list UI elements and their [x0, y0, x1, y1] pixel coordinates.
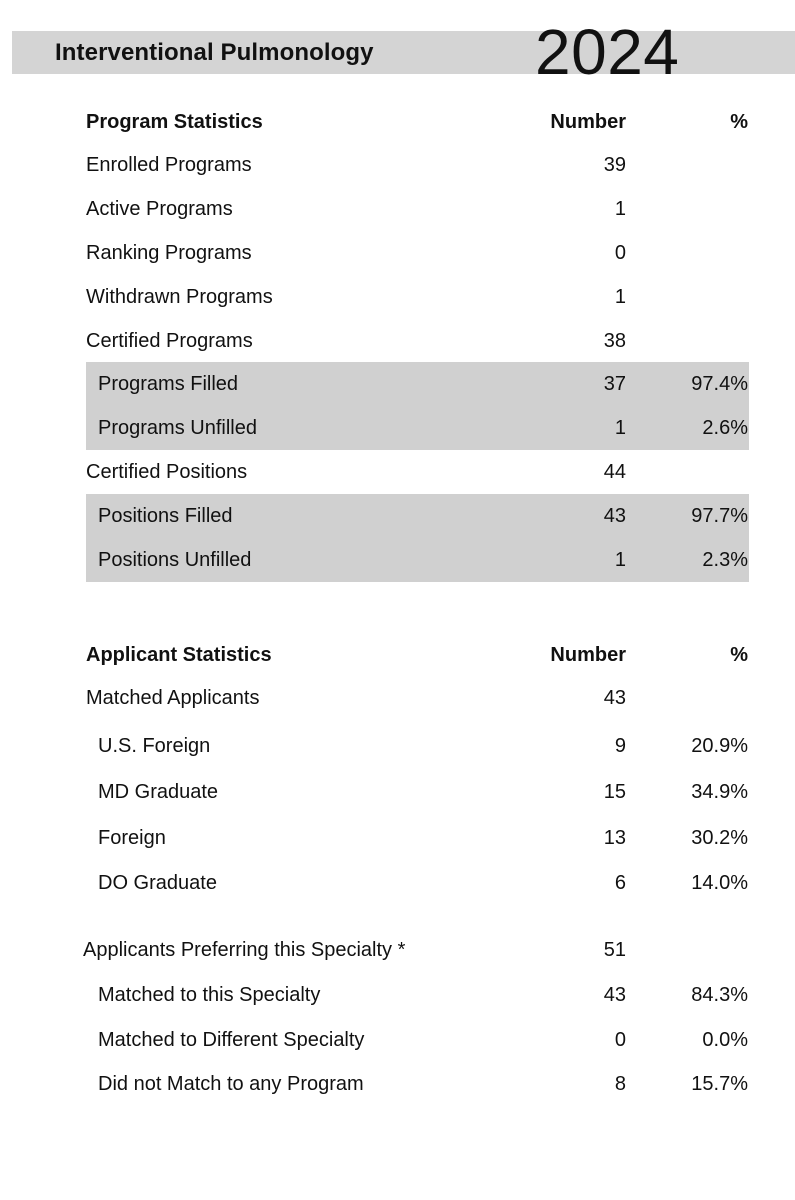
row-percent: 2.3%	[702, 549, 748, 571]
table-row	[86, 231, 749, 275]
table-row	[86, 1018, 749, 1062]
table-row	[86, 724, 749, 768]
page-title: Interventional Pulmonology	[55, 39, 374, 66]
row-number: 15	[603, 781, 626, 803]
row-number: 0	[614, 1029, 626, 1051]
row-percent: 97.4%	[691, 373, 748, 395]
table-row	[86, 861, 749, 905]
table-row-shaded	[86, 538, 749, 582]
table-row-shaded	[86, 494, 749, 538]
row-percent: 0.0%	[702, 1029, 748, 1051]
row-label: Certified Positions	[86, 461, 248, 483]
row-percent: 20.9%	[691, 735, 748, 757]
row-number: 8	[614, 1073, 626, 1095]
row-number: 1	[614, 286, 626, 308]
row-label: Enrolled Programs	[86, 154, 252, 176]
row-label: Applicants Preferring this Specialty *	[83, 939, 406, 961]
row-percent: 14.0%	[691, 872, 748, 894]
table-row	[86, 816, 749, 860]
table-row	[86, 319, 749, 363]
row-number: 44	[603, 461, 626, 483]
row-label: Programs Filled	[98, 373, 239, 395]
row-number: 43	[603, 687, 626, 709]
row-label: U.S. Foreign	[98, 735, 211, 757]
row-label: MD Graduate	[98, 781, 219, 803]
row-percent: 30.2%	[691, 827, 748, 849]
row-number: 43	[603, 505, 626, 527]
row-number: 38	[603, 330, 626, 352]
row-label: Did not Match to any Program	[98, 1073, 364, 1095]
row-label: Withdrawn Programs	[86, 286, 273, 308]
row-label: Programs Unfilled	[98, 417, 257, 439]
table-row-shaded	[86, 406, 749, 450]
applicant-statistics-header-row	[86, 633, 749, 677]
row-number: 37	[603, 373, 626, 395]
table-row	[86, 973, 749, 1017]
row-percent: 2.6%	[702, 417, 748, 439]
row-label: DO Graduate	[98, 872, 217, 894]
row-label: Matched Applicants	[86, 687, 260, 709]
row-label: Certified Programs	[86, 330, 253, 352]
row-number: 0	[614, 242, 626, 264]
row-label: Matched to this Specialty	[98, 984, 321, 1006]
percent-column-header: %	[730, 644, 748, 666]
row-number: 6	[614, 872, 626, 894]
table-row	[86, 770, 749, 814]
row-label: Positions Filled	[98, 505, 233, 527]
table-row	[86, 450, 749, 494]
table-row	[86, 187, 749, 231]
row-number: 1	[614, 417, 626, 439]
number-column-header: Number	[550, 644, 626, 666]
row-label: Active Programs	[86, 198, 233, 220]
row-percent: 84.3%	[691, 984, 748, 1006]
row-label: Matched to Different Specialty	[98, 1029, 365, 1051]
section-heading: Applicant Statistics	[86, 644, 272, 666]
table-row	[86, 275, 749, 319]
row-number: 1	[614, 549, 626, 571]
row-label: Positions Unfilled	[98, 549, 252, 571]
row-label: Ranking Programs	[86, 242, 252, 264]
row-number: 43	[603, 984, 626, 1006]
table-row	[86, 676, 749, 720]
percent-column-header: %	[730, 111, 748, 133]
table-row-shaded	[86, 362, 749, 406]
program-statistics-header-row	[86, 100, 749, 144]
row-percent: 15.7%	[691, 1073, 748, 1095]
row-label: Foreign	[98, 827, 166, 849]
table-row	[83, 928, 749, 972]
row-percent: 97.7%	[691, 505, 748, 527]
row-number: 13	[603, 827, 626, 849]
row-percent: 34.9%	[691, 781, 748, 803]
table-row	[86, 143, 749, 187]
row-number: 9	[614, 735, 626, 757]
section-heading: Program Statistics	[86, 111, 263, 133]
year-label: 2024	[535, 16, 680, 88]
table-row	[86, 1062, 749, 1106]
number-column-header: Number	[550, 111, 626, 133]
row-number: 39	[603, 154, 626, 176]
row-number: 1	[614, 198, 626, 220]
row-number: 51	[603, 939, 626, 961]
